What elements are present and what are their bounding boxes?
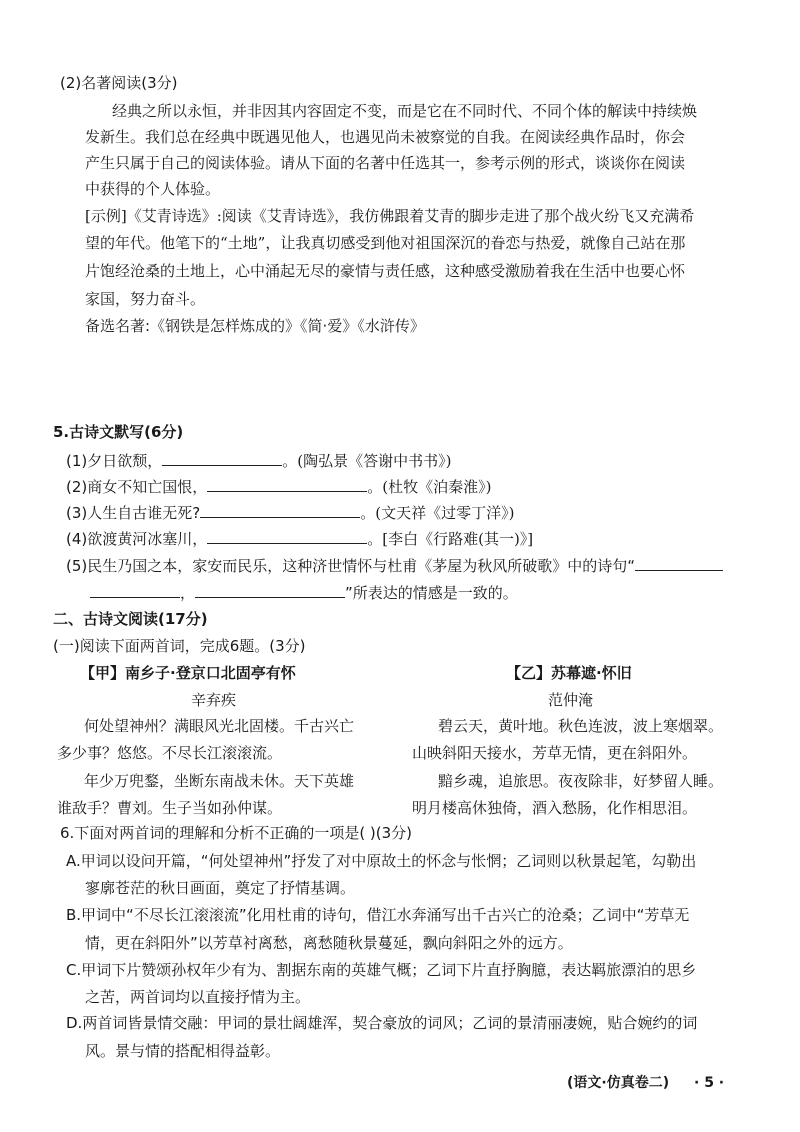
poem-b-title: 【乙】苏幕遮·怀旧	[506, 664, 632, 682]
q5-heading: 5.古诗文默写(6分)	[53, 423, 184, 441]
q5-item-4-pre: (4)欲渡黄河冰塞川，	[66, 530, 208, 548]
q6-option-d[interactable]: D.两首词皆景情交融：甲词的景壮阔雄浑，契合豪放的词风；乙词的景清丽凄婉，贴合婉约的词	[66, 1014, 698, 1032]
q5-item-2	[66, 477, 491, 497]
q5-item-1-post: 。(陶弘景《答谢中书书》)	[282, 452, 452, 470]
answer-blank[interactable]	[162, 451, 282, 466]
section-2-sub: (一)阅读下面两首词，完成6题。(3分)	[53, 637, 306, 655]
q5-item-5-post: ”所表达的情感是一致的。	[345, 584, 518, 602]
poem-a-line: 谁敌手？曹刘。生子当如孙仲谋。	[57, 799, 283, 817]
q6-option-a-cont: 寥廓苍茫的秋日画面，奠定了抒情基调。	[85, 879, 356, 897]
footer-label: (语文·仿真卷二)	[567, 1075, 670, 1091]
poem-b-line: 碧云天，黄叶地。秋色连波，波上寒烟翠。	[438, 717, 724, 735]
answer-blank[interactable]	[635, 556, 723, 571]
q6-option-c[interactable]: C.甲词下片赞颂孙权年少有为、割据东南的英雄气概；乙词下片直抒胸臆，表达羁旅漂泊的思乡	[66, 961, 697, 979]
poem-a-line: 年少万兜鍪，坐断东南战未休。天下英雄	[84, 772, 355, 790]
answer-blank[interactable]	[207, 529, 367, 544]
example-line: 望的年代。他笔下的“土地”，让我真切感受到他对祖国深沉的眷恋与热爱，就像自己站在那	[85, 234, 686, 252]
q5-item-1	[66, 451, 451, 471]
q4-2-para-line: 经典之所以永恒，并非因其内容固定不变，而是它在不同时代、不同个体的解读中持续焕	[112, 102, 698, 120]
poem-a-title: 【甲】南乡子·登京口北固亭有怀	[80, 664, 296, 682]
poem-b-line: 山映斜阳天接水，芳草无情，更在斜阳外。	[412, 744, 698, 762]
example-line: [示例]《艾青诗选》:阅读《艾青诗选》，我仿佛跟着艾青的脚步走进了那个战火纷飞又充满希	[85, 207, 695, 225]
q6-stem: 6.下面对两首词的理解和分析不正确的一项是( )(3分)	[60, 824, 413, 842]
answer-blank[interactable]	[195, 583, 345, 598]
answer-blank[interactable]	[90, 583, 180, 598]
q5-item-3-pre: (3)人生自古谁无死?	[66, 504, 201, 522]
example-line: 片饱经沧桑的土地上，心中涌起无尽的豪情与责任感，这种感受激励着我在生活中也要心怀	[85, 262, 686, 280]
poem-b-line: 明月楼高休独倚，酒入愁肠，化作相思泪。	[412, 799, 698, 817]
poem-b-author: 范仲淹	[548, 691, 594, 709]
q5-item-2-pre: (2)商女不知亡国恨，	[66, 478, 208, 496]
poem-a-author: 辛弃疾	[191, 691, 237, 709]
q5-item-5-text: (5)民生乃国之本，家安而民乐，这种济世情怀与杜甫《茅屋为秋风所破歌》中的诗句“	[66, 557, 636, 575]
q6-option-d-cont: 风。景与情的搭配相得益彰。	[85, 1042, 281, 1060]
q5-item-4-post: 。[李白《行路难(其一)》]	[367, 530, 534, 548]
q5-item-3-post: 。(文天祥《过零丁洋》)	[360, 504, 515, 522]
q4-2-heading: (2)名著阅读(3分)	[60, 74, 178, 92]
answer-blank[interactable]	[207, 477, 367, 492]
q5-item-4	[66, 529, 533, 549]
example-line: 家国，努力奋斗。	[85, 290, 206, 308]
q5-item-5-sep: ，	[180, 584, 196, 602]
section-2-heading: 二、古诗文阅读(17分)	[53, 610, 208, 628]
poem-a-line: 何处望神州？满眼风光北固楼。千古兴亡	[84, 717, 355, 735]
answer-blank[interactable]	[200, 503, 360, 518]
q5-item-1-pre: (1)夕日欲颓，	[66, 452, 163, 470]
q5-item-2-post: 。(杜牧《泊秦淮》)	[367, 478, 492, 496]
page-number: · 5 ·	[694, 1075, 725, 1091]
q6-option-b-cont: 情，更在斜阳外”以芳草衬离愁，离愁随秋景蔓延，飘向斜阳之外的远方。	[85, 934, 573, 952]
q4-2-para-line: 产生只属于自己的阅读体验。请从下面的名著中任选其一，参考示例的形式，谈谈你在阅读	[85, 154, 686, 172]
q4-2-para-line: 中获得的个人体验。	[85, 180, 221, 198]
q6-option-b[interactable]: B.甲词中“不尽长江滚滚流”化用杜甫的诗句，借江水奔涌写出千古兴亡的沧桑；乙词中“芳草无	[66, 906, 690, 924]
q4-2-para-line: 发新生。我们总在经典中既遇见他人，也遇见尚未被察觉的自我。在阅读经典作品时，你会	[85, 128, 686, 146]
q5-item-5-cont	[90, 583, 518, 603]
q5-item-3	[66, 503, 514, 523]
q5-item-5	[66, 556, 723, 576]
poem-a-line: 多少事？悠悠。不尽长江滚滚流。	[57, 744, 283, 762]
poem-b-line: 黯乡魂，追旅思。夜夜除非，好梦留人睡。	[438, 772, 724, 790]
book-options: 备选名著:《钢铁是怎样炼成的》《简·爱》《水浒传》	[85, 317, 425, 335]
q6-option-a[interactable]: A.甲词以设问开篇，“何处望神州”抒发了对中原故土的怀念与怅惘；乙词则以秋景起笔，勾勒出	[66, 852, 697, 870]
q6-option-c-cont: 之苦，两首词均以直接抒情为主。	[85, 988, 311, 1006]
